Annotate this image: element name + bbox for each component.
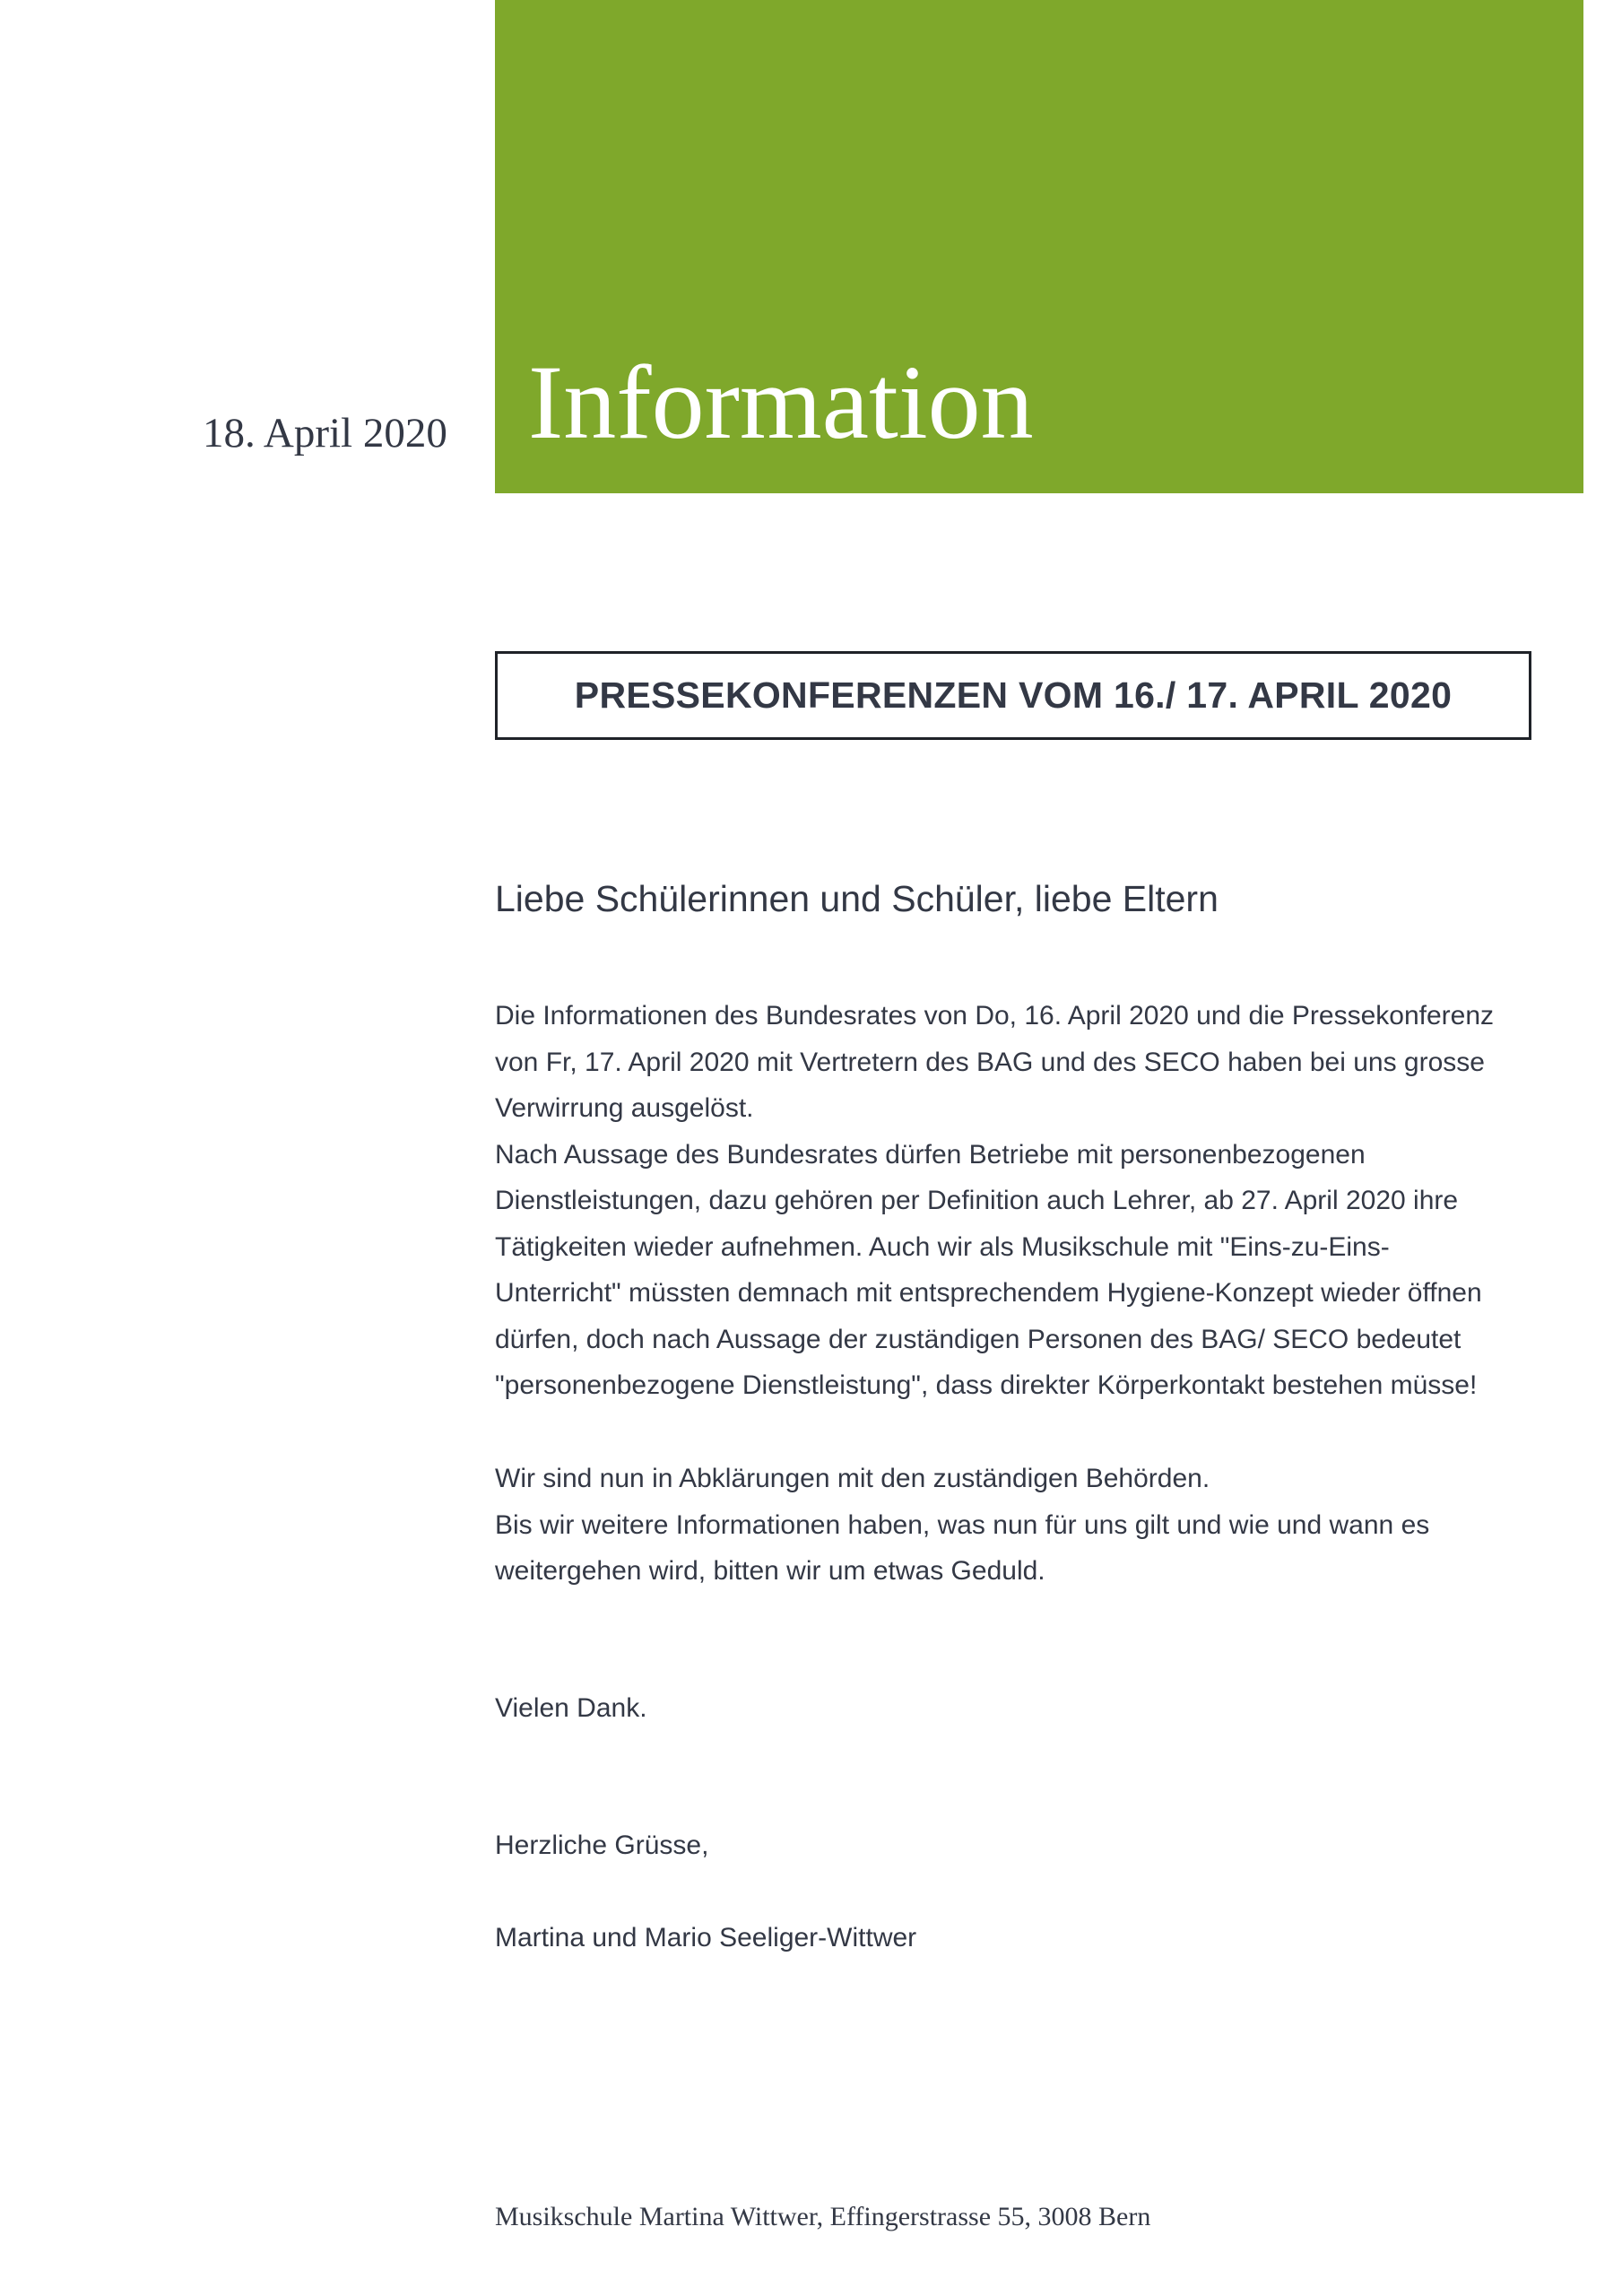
paragraph-line: weitergehen wird, bitten wir um etwas Geduld.: [495, 1556, 1045, 1586]
paragraph-line: Verwirrung ausgelöst.: [495, 1093, 754, 1123]
paragraph-line: Nach Aussage des Bundesrates dürfen Betriebe mit personenbezogenen: [495, 1139, 1366, 1170]
paragraph-line: von Fr, 17. April 2020 mit Vertretern des BAG und des SECO haben bei uns grosse: [495, 1047, 1485, 1077]
document-date: 18. April 2020: [203, 410, 447, 457]
thanks-line: Vielen Dank.: [495, 1693, 647, 1723]
paragraph-line: dürfen, doch nach Aussage der zuständigen Personen des BAG/ SECO bedeutet: [495, 1324, 1462, 1354]
closing-line: Herzliche Grüsse,: [495, 1831, 709, 1860]
paragraph-line: Bis wir weitere Informationen haben, was nun für uns gilt und wie und wann es: [495, 1509, 1430, 1540]
salutation: Liebe Schülerinnen und Schüler, liebe Eltern: [495, 878, 1219, 919]
paragraph-line: Tätigkeiten wieder aufnehmen. Auch wir als Musikschule mit "Eins-zu-Eins-: [495, 1231, 1390, 1262]
signature: Martina und Mario Seeliger-Wittwer: [495, 1923, 917, 1952]
header-banner: [495, 0, 1583, 493]
paragraph-line: Dienstleistungen, dazu gehören per Definition auch Lehrer, ab 27. April 2020 ihre: [495, 1186, 1459, 1215]
paragraph-line: Die Informationen des Bundesrates von Do, 16. April 2020 und die Pressekonferenz: [495, 1001, 1495, 1031]
headline: PRESSEKONFERENZEN VOM 16./ 17. APRIL 2020: [574, 674, 1453, 716]
headline-box: [495, 651, 1531, 740]
paragraph-line: "personenbezogene Dienstleistung", dass direkter Körperkontakt bestehen müsse!: [495, 1370, 1478, 1400]
page-title: Information: [528, 344, 1034, 461]
paragraph-line: Wir sind nun in Abklärungen mit den zuständigen Behörden.: [495, 1464, 1210, 1493]
paragraph-line: Unterricht" müssten demnach mit entsprechendem Hygiene-Konzept wieder öffnen: [495, 1278, 1482, 1308]
paragraph-2: [495, 1456, 1553, 1595]
paragraph-1: [495, 993, 1553, 1409]
footer-address: Musikschule Martina Wittwer, Effingerstrasse 55, 3008 Bern: [495, 2202, 1151, 2231]
